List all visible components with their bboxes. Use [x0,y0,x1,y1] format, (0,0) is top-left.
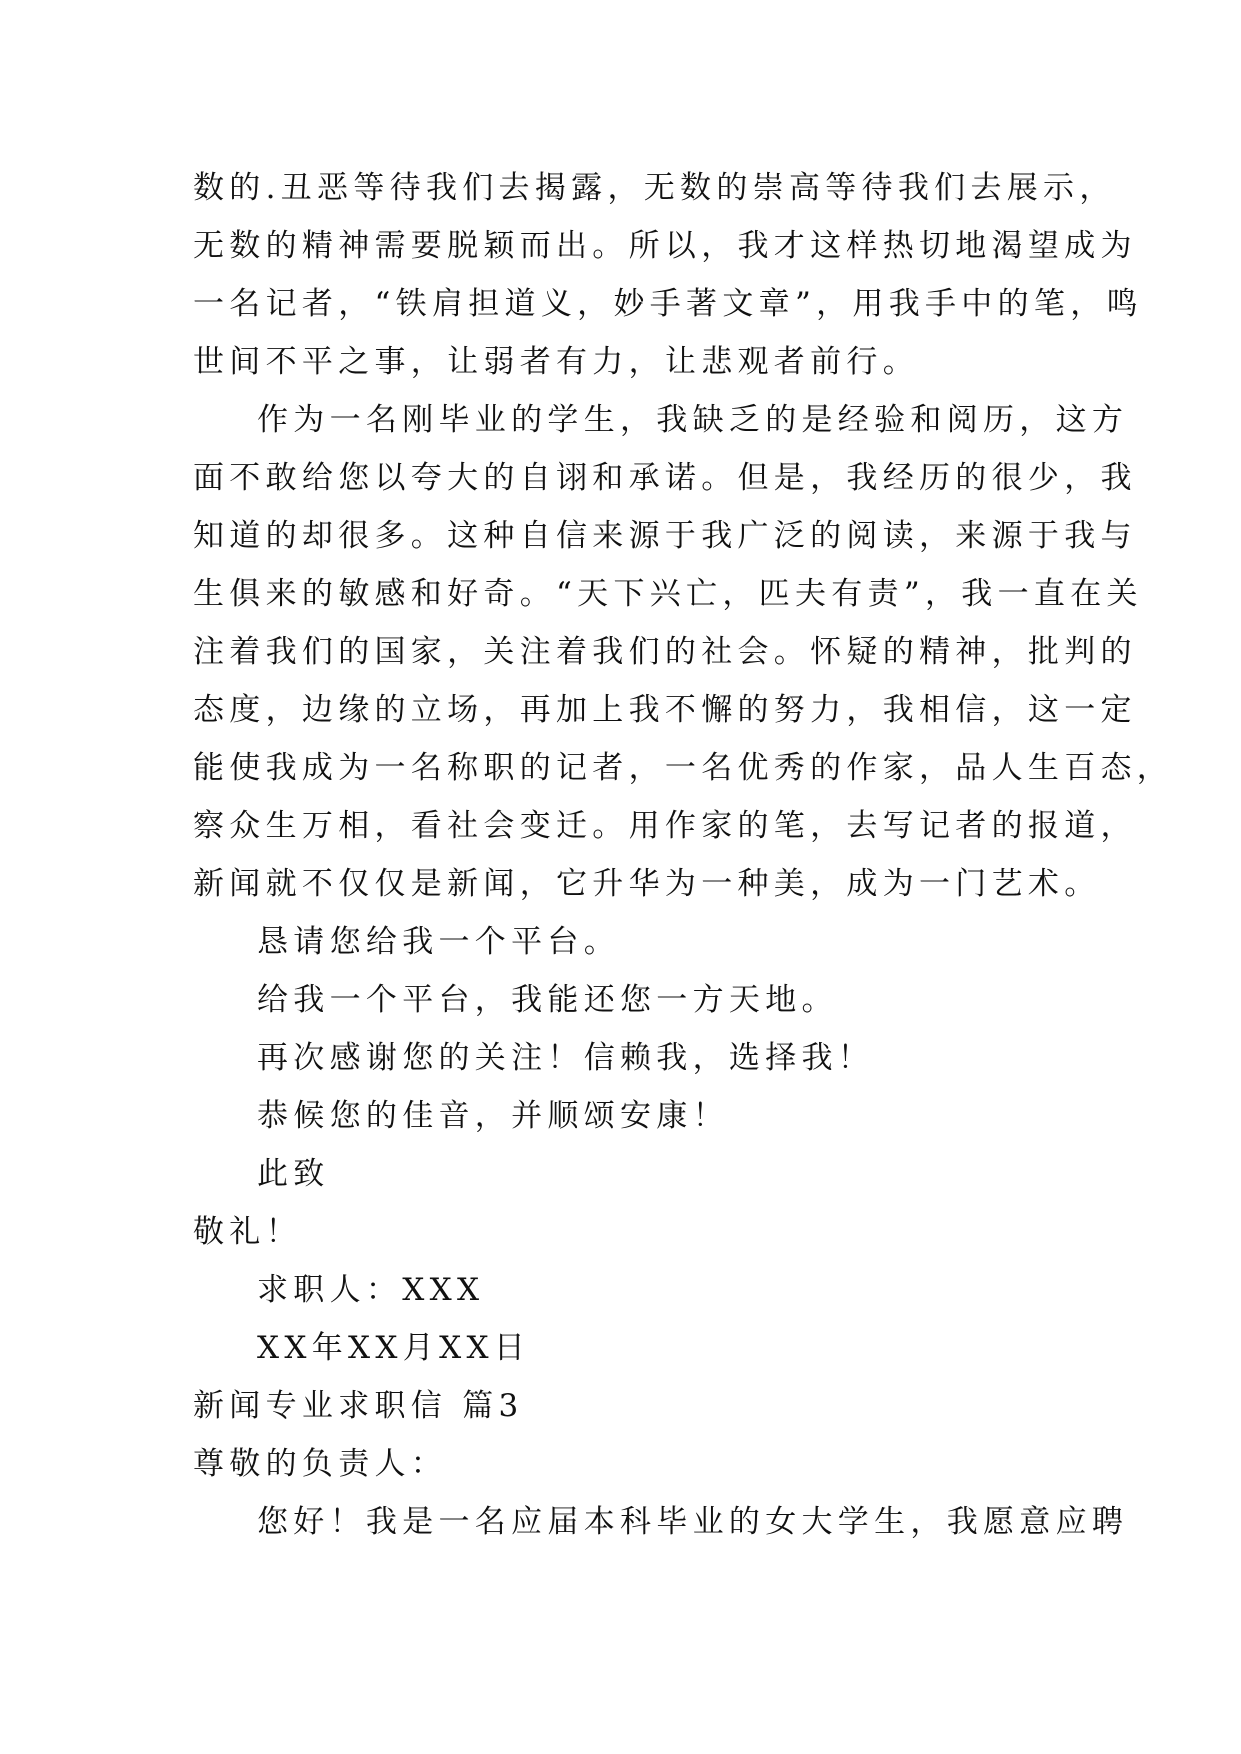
body-text-line: 世间不平之事，让弱者有力，让悲观者前行。 [193,344,919,380]
paragraph-first-line: 给我一个平台，我能还您一方天地。 [257,982,838,1018]
paragraph-first-line: 您好！我是一名应届本科毕业的女大学生，我愿意应聘 [257,1504,1129,1540]
salutation-closing: 敬礼！ [193,1214,302,1250]
body-text-line: 察众生万相，看社会变迁。用作家的笔，去写记者的报道， [193,808,1137,844]
body-text-line: 注着我们的国家，关注着我们的社会。怀疑的精神，批判的 [193,634,1137,670]
letter-greeting: 尊敬的负责人： [193,1446,448,1482]
body-text-line: 知道的却很多。这种自信来源于我广泛的阅读，来源于我与 [193,518,1137,554]
applicant-signature: 求职人：XXX [257,1272,485,1308]
body-text-line: 面不敢给您以夸大的自诩和承诺。但是，我经历的很少，我 [193,460,1137,496]
paragraph-first-line: 再次感谢您的关注！信赖我，选择我！ [257,1040,875,1076]
body-text-line: 一名记者，“铁肩担道义，妙手著文章”，用我手中的笔，鸣 [193,286,1143,322]
body-text-line: 生俱来的敏感和好奇。“天下兴亡，匹夫有责”，我一直在关 [193,576,1143,612]
paragraph-first-line: 恭候您的佳音，并顺颂安康！ [257,1098,729,1134]
letter-date: XX年XX月XX日 [257,1330,531,1366]
section-heading: 新闻专业求职信 篇3 [193,1388,524,1424]
body-text-line: 无数的精神需要脱颖而出。所以，我才这样热切地渴望成为 [193,228,1137,264]
paragraph-first-line: 作为一名刚毕业的学生，我缺乏的是经验和阅历，这方 [257,402,1129,438]
body-text-line: 新闻就不仅仅是新闻，它升华为一种美，成为一门艺术。 [193,866,1101,902]
body-text-line: 态度，边缘的立场，再加上我不懈的努力，我相信，这一定 [193,692,1137,728]
closing-phrase: 此致 [257,1156,330,1192]
paragraph-first-line: 恳请您给我一个平台。 [257,924,620,960]
body-text-line: 能使我成为一名称职的记者，一名优秀的作家，品人生百态， [193,750,1174,786]
body-text-line: 数的.丑恶等待我们去揭露，无数的崇高等待我们去展示， [193,170,1116,206]
